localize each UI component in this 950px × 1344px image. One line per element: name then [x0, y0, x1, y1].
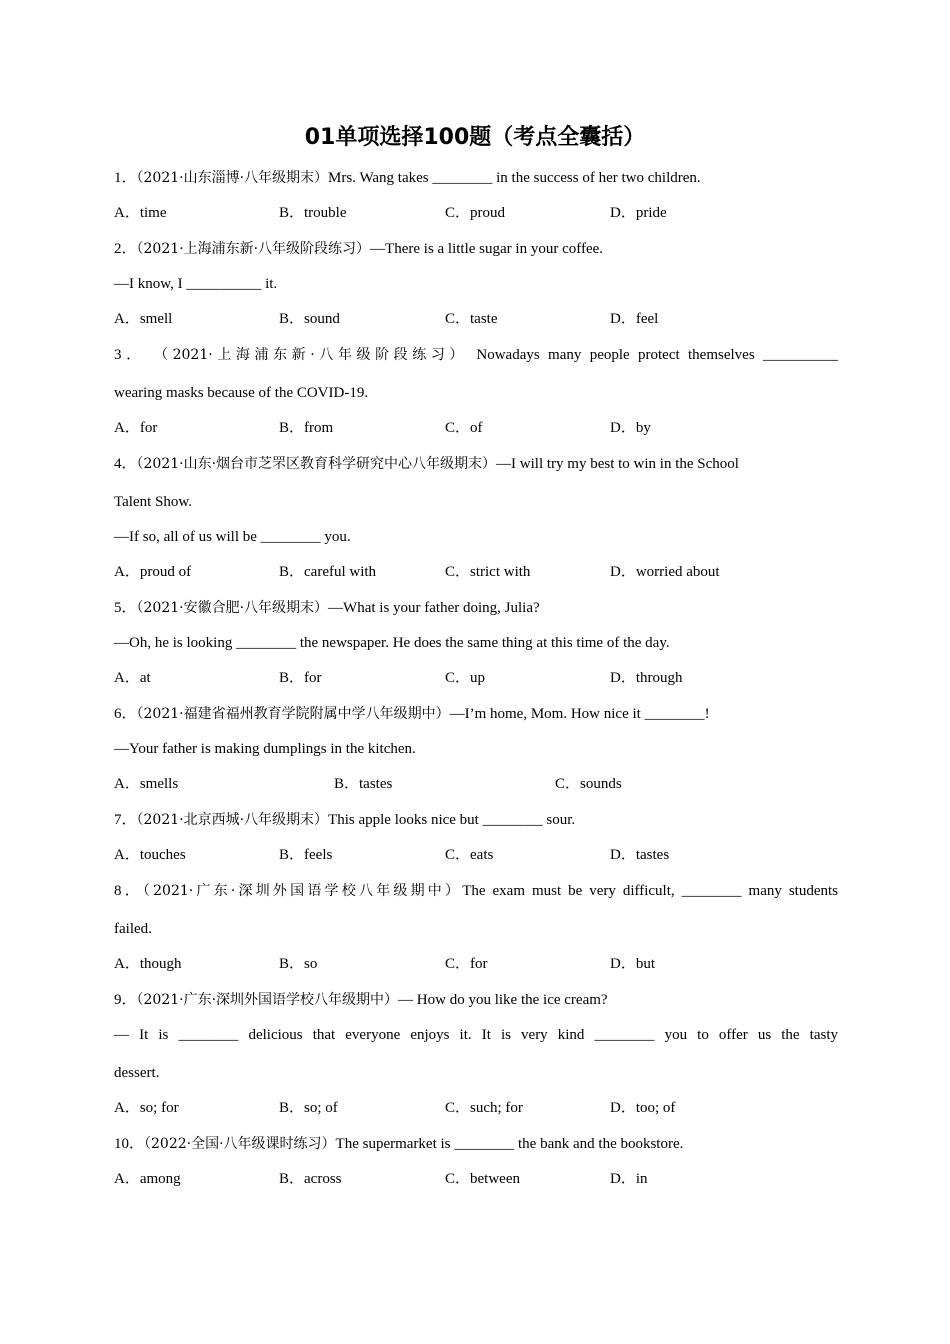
question-stem: [114, 454, 838, 474]
option-a[interactable]: A．at: [114, 670, 151, 686]
option-d[interactable]: D．but: [610, 956, 656, 972]
option-b[interactable]: B．sound: [279, 311, 340, 327]
option-b[interactable]: B．from: [279, 420, 334, 436]
option-a[interactable]: A．smells: [114, 776, 179, 792]
question-text: —Your father is making dumplings in the kitchen.: [114, 741, 416, 757]
option-b[interactable]: B．trouble: [279, 205, 347, 221]
option-c[interactable]: C．up: [445, 670, 486, 686]
option-a[interactable]: A．so; for: [114, 1100, 179, 1116]
question-text: wearing masks because of the COVID-19.: [114, 385, 369, 401]
option-b[interactable]: B．careful with: [279, 564, 377, 580]
question-text: This apple looks nice but ________ sour.: [328, 812, 576, 828]
option-c[interactable]: C．for: [445, 956, 488, 972]
option-c[interactable]: C．proud: [445, 205, 506, 221]
page-title: 01单项选择100题（考点全囊括）: [304, 125, 646, 150]
option-d[interactable]: D．in: [610, 1171, 648, 1187]
question-text: Talent Show.: [114, 494, 192, 510]
question-text: —I will try my best to win in the School: [496, 456, 739, 472]
question-text: dessert.: [114, 1065, 160, 1081]
option-a[interactable]: A．among: [114, 1171, 181, 1187]
question-text: Mrs. Wang takes ________ in the success of her two children.: [328, 170, 701, 186]
question-number: 7．: [114, 812, 137, 828]
question-text: —I know, I __________ it.: [114, 276, 278, 292]
question-source: （2022·全国·八年级课时练习）: [144, 1136, 336, 1152]
option-c[interactable]: C．strict with: [445, 564, 531, 580]
option-c[interactable]: C．of: [445, 420, 483, 436]
question-stem: [114, 239, 838, 259]
question-stem: [114, 990, 838, 1010]
option-b[interactable]: B．so: [279, 956, 318, 972]
question-source: （2021·山东·烟台市芝罘区教育科学研究中心八年级期末）: [136, 456, 497, 472]
question-source: （2021·广东·深圳外国语学校八年级期中）: [142, 883, 463, 899]
option-c[interactable]: C．taste: [445, 311, 498, 327]
question-stem: [114, 168, 838, 188]
option-a[interactable]: A．though: [114, 956, 182, 972]
option-a[interactable]: A．touches: [114, 847, 186, 863]
option-a[interactable]: A．for: [114, 420, 158, 436]
question-text: The exam must be very difficult, ________ many students: [462, 883, 838, 899]
question-source: （2021·上海浦东新·八年级阶段练习）: [136, 241, 371, 257]
option-c[interactable]: C．between: [445, 1171, 520, 1187]
option-d[interactable]: D．feel: [610, 311, 659, 327]
option-d[interactable]: D．too; of: [610, 1100, 676, 1116]
question-stem: [114, 345, 838, 365]
question-text: —I’m home, Mom. How nice it ________!: [449, 706, 710, 722]
question-stem: [114, 810, 838, 830]
question-stem: [114, 1134, 838, 1154]
question-source: （2021·广东·深圳外国语学校八年级期中）: [136, 992, 399, 1008]
option-d[interactable]: D．by: [610, 420, 651, 436]
question-source: （2021·北京西城·八年级期末）: [136, 812, 329, 828]
option-d[interactable]: D．tastes: [610, 847, 670, 863]
question-number: 1．: [114, 170, 137, 186]
option-c[interactable]: C．eats: [445, 847, 494, 863]
question-number: 10．: [114, 1136, 145, 1152]
question-text: — It is ________ delicious that everyone enjoys it. It is very kind ________ you to offer us the tasty: [114, 1027, 838, 1043]
option-a[interactable]: A．time: [114, 205, 167, 221]
question-number: 9．: [114, 992, 137, 1008]
option-d[interactable]: D．pride: [610, 205, 667, 221]
question-source: （2021·安徽合肥·八年级期末）: [136, 600, 329, 616]
question-stem: [114, 881, 838, 901]
option-b[interactable]: B．so; of: [279, 1100, 338, 1116]
question-source: （2021·上海浦东新·八年级阶段练习）: [154, 347, 469, 363]
question-source: （2021·福建省福州教育学院附属中学八年级期中）: [136, 706, 450, 722]
question-number: 3．: [114, 347, 146, 363]
question-text: Nowadays many people protect themselves __________: [476, 347, 839, 363]
question-number: 5．: [114, 600, 137, 616]
question-number: 4．: [114, 456, 137, 472]
question-stem: [114, 598, 838, 618]
option-b[interactable]: B．across: [279, 1171, 342, 1187]
question-source: （2021·山东淄博·八年级期末）: [136, 170, 329, 186]
option-c[interactable]: C．such; for: [445, 1100, 523, 1116]
option-d[interactable]: D．through: [610, 670, 683, 686]
question-text: —There is a little sugar in your coffee.: [370, 241, 604, 257]
question-text: failed.: [114, 921, 152, 937]
option-d[interactable]: D．worried about: [610, 564, 720, 580]
option-b[interactable]: B．for: [279, 670, 322, 686]
question-number: 8．: [114, 883, 143, 899]
option-a[interactable]: A．smell: [114, 311, 173, 327]
question-text: The supermarket is ________ the bank and the bookstore.: [335, 1136, 684, 1152]
question-number: 2．: [114, 241, 137, 257]
question-stem: [114, 704, 838, 724]
option-b[interactable]: B．tastes: [334, 776, 393, 792]
question-number: 6．: [114, 706, 137, 722]
question-text: —If so, all of us will be ________ you.: [114, 529, 351, 545]
question-text: —Oh, he is looking ________ the newspaper. He does the same thing at this time of the day.: [114, 635, 670, 651]
question-text: — How do you like the ice cream?: [398, 992, 608, 1008]
option-c[interactable]: C．sounds: [555, 776, 622, 792]
option-b[interactable]: B．feels: [279, 847, 333, 863]
question-text: —What is your father doing, Julia?: [328, 600, 540, 616]
option-a[interactable]: A．proud of: [114, 564, 192, 580]
